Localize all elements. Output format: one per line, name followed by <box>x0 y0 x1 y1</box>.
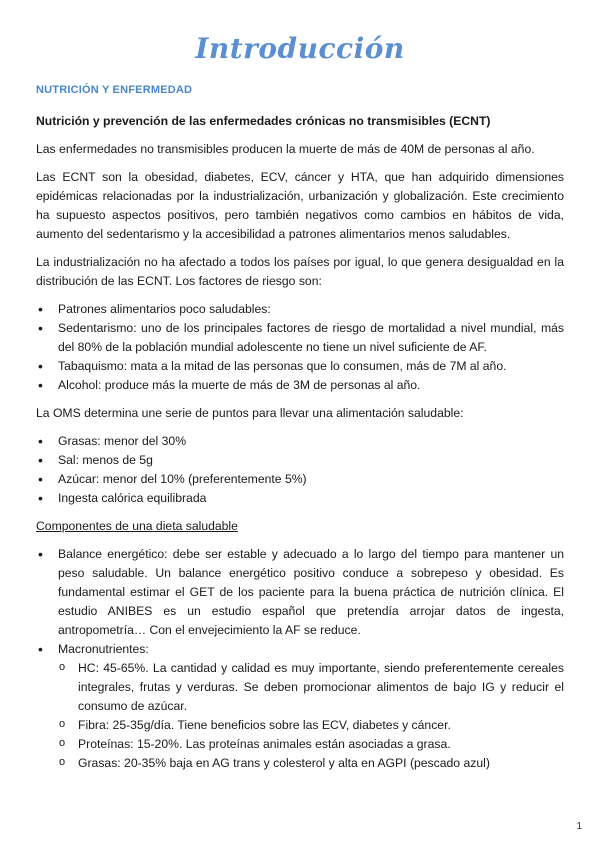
page-title: Introducción <box>195 32 405 65</box>
list-item: • Sedentarismo: uno de los principales factores de riesgo de mortalidad a nivel mundial, más del 80% de la población mundial adolescente no tiene un nivel suficiente de AF. <box>36 319 564 357</box>
subheading: Nutrición y prevención de las enfermedades crónicas no transmisibles (ECNT) <box>36 114 491 128</box>
macros-sublist <box>58 659 564 773</box>
sublist-item: o Proteínas: 15-20%. Las proteínas animales están asociadas a grasa. <box>58 735 564 754</box>
components-heading: Componentes de una dieta saludable <box>36 519 238 533</box>
list-item <box>36 640 564 773</box>
body-content <box>36 112 564 782</box>
paragraph: Las enfermedades no transmisibles producen la muerte de más de 40M de personas al año. <box>36 142 535 156</box>
sublist-item: o Grasas: 20-35% baja en AG trans y colesterol y alta en AGPI (pescado azul) <box>58 754 564 773</box>
paragraph: Las ECNT son la obesidad, diabetes, ECV, cáncer y HTA, que han adquirido dimensiones epidémicas relacionadas por la industrialización, urbanización y globalización. Este crecimiento ha supuesto aspectos positivos, pero también negativos como cambios en hábitos de vida, aumento del sedentarismo y la accesibilidad a patrones alimentarios menos saludables. <box>36 170 564 241</box>
list-item: • Grasas: menor del 30% <box>36 432 564 451</box>
list-item: • Balance energético: debe ser estable y adecuado a lo largo del tiempo para mantener un peso saludable. Un balance energético positivo conduce a sobrepeso y obesidad. Es fundamental estimar el GET de los paciente para la buena práctica de nutrición clínica. El estudio ANIBES es un estudio español que pretendía arrojar datos de ingesta, antropometría… Con el envejecimiento la AF se reduce. <box>36 545 564 640</box>
macros-label: Macronutrientes: <box>58 642 149 656</box>
paragraph: La OMS determina une serie de puntos para llevar una alimentación saludable: <box>36 406 464 420</box>
list-item: • Tabaquismo: mata a la mitad de las personas que lo consumen, más de 7M al año. <box>36 357 564 376</box>
list-item: • Sal: menos de 5g <box>36 451 564 470</box>
risk-factors-list <box>36 300 564 395</box>
oms-points-list <box>36 432 564 508</box>
list-item: • Ingesta calórica equilibrada <box>36 489 564 508</box>
sublist-item: o HC: 45-65%. La cantidad y calidad es muy importante, siendo preferentemente cereales integrales, frutas y verduras. Se deben promocionar alimentos de bajo IG y reducir el consumo de azúcar. <box>58 659 564 716</box>
list-item: • Alcohol: produce más la muerte de más de 3M de personas al año. <box>36 376 564 395</box>
list-item: • Patrones alimentarios poco saludables: <box>36 300 564 319</box>
page-number: 1 <box>576 821 582 832</box>
section-heading: NUTRICIÓN Y ENFERMEDAD <box>36 84 193 96</box>
paragraph: La industrialización no ha afectado a todos los países por igual, lo que genera desigualdad en la distribución de las ECNT. Los factores de riesgo son: <box>36 255 564 288</box>
sublist-item: o Fibra: 25-35g/día. Tiene beneficios sobre las ECV, diabetes y cáncer. <box>58 716 564 735</box>
list-item: • Azúcar: menor del 10% (preferentemente 5%) <box>36 470 564 489</box>
components-list <box>36 545 564 773</box>
